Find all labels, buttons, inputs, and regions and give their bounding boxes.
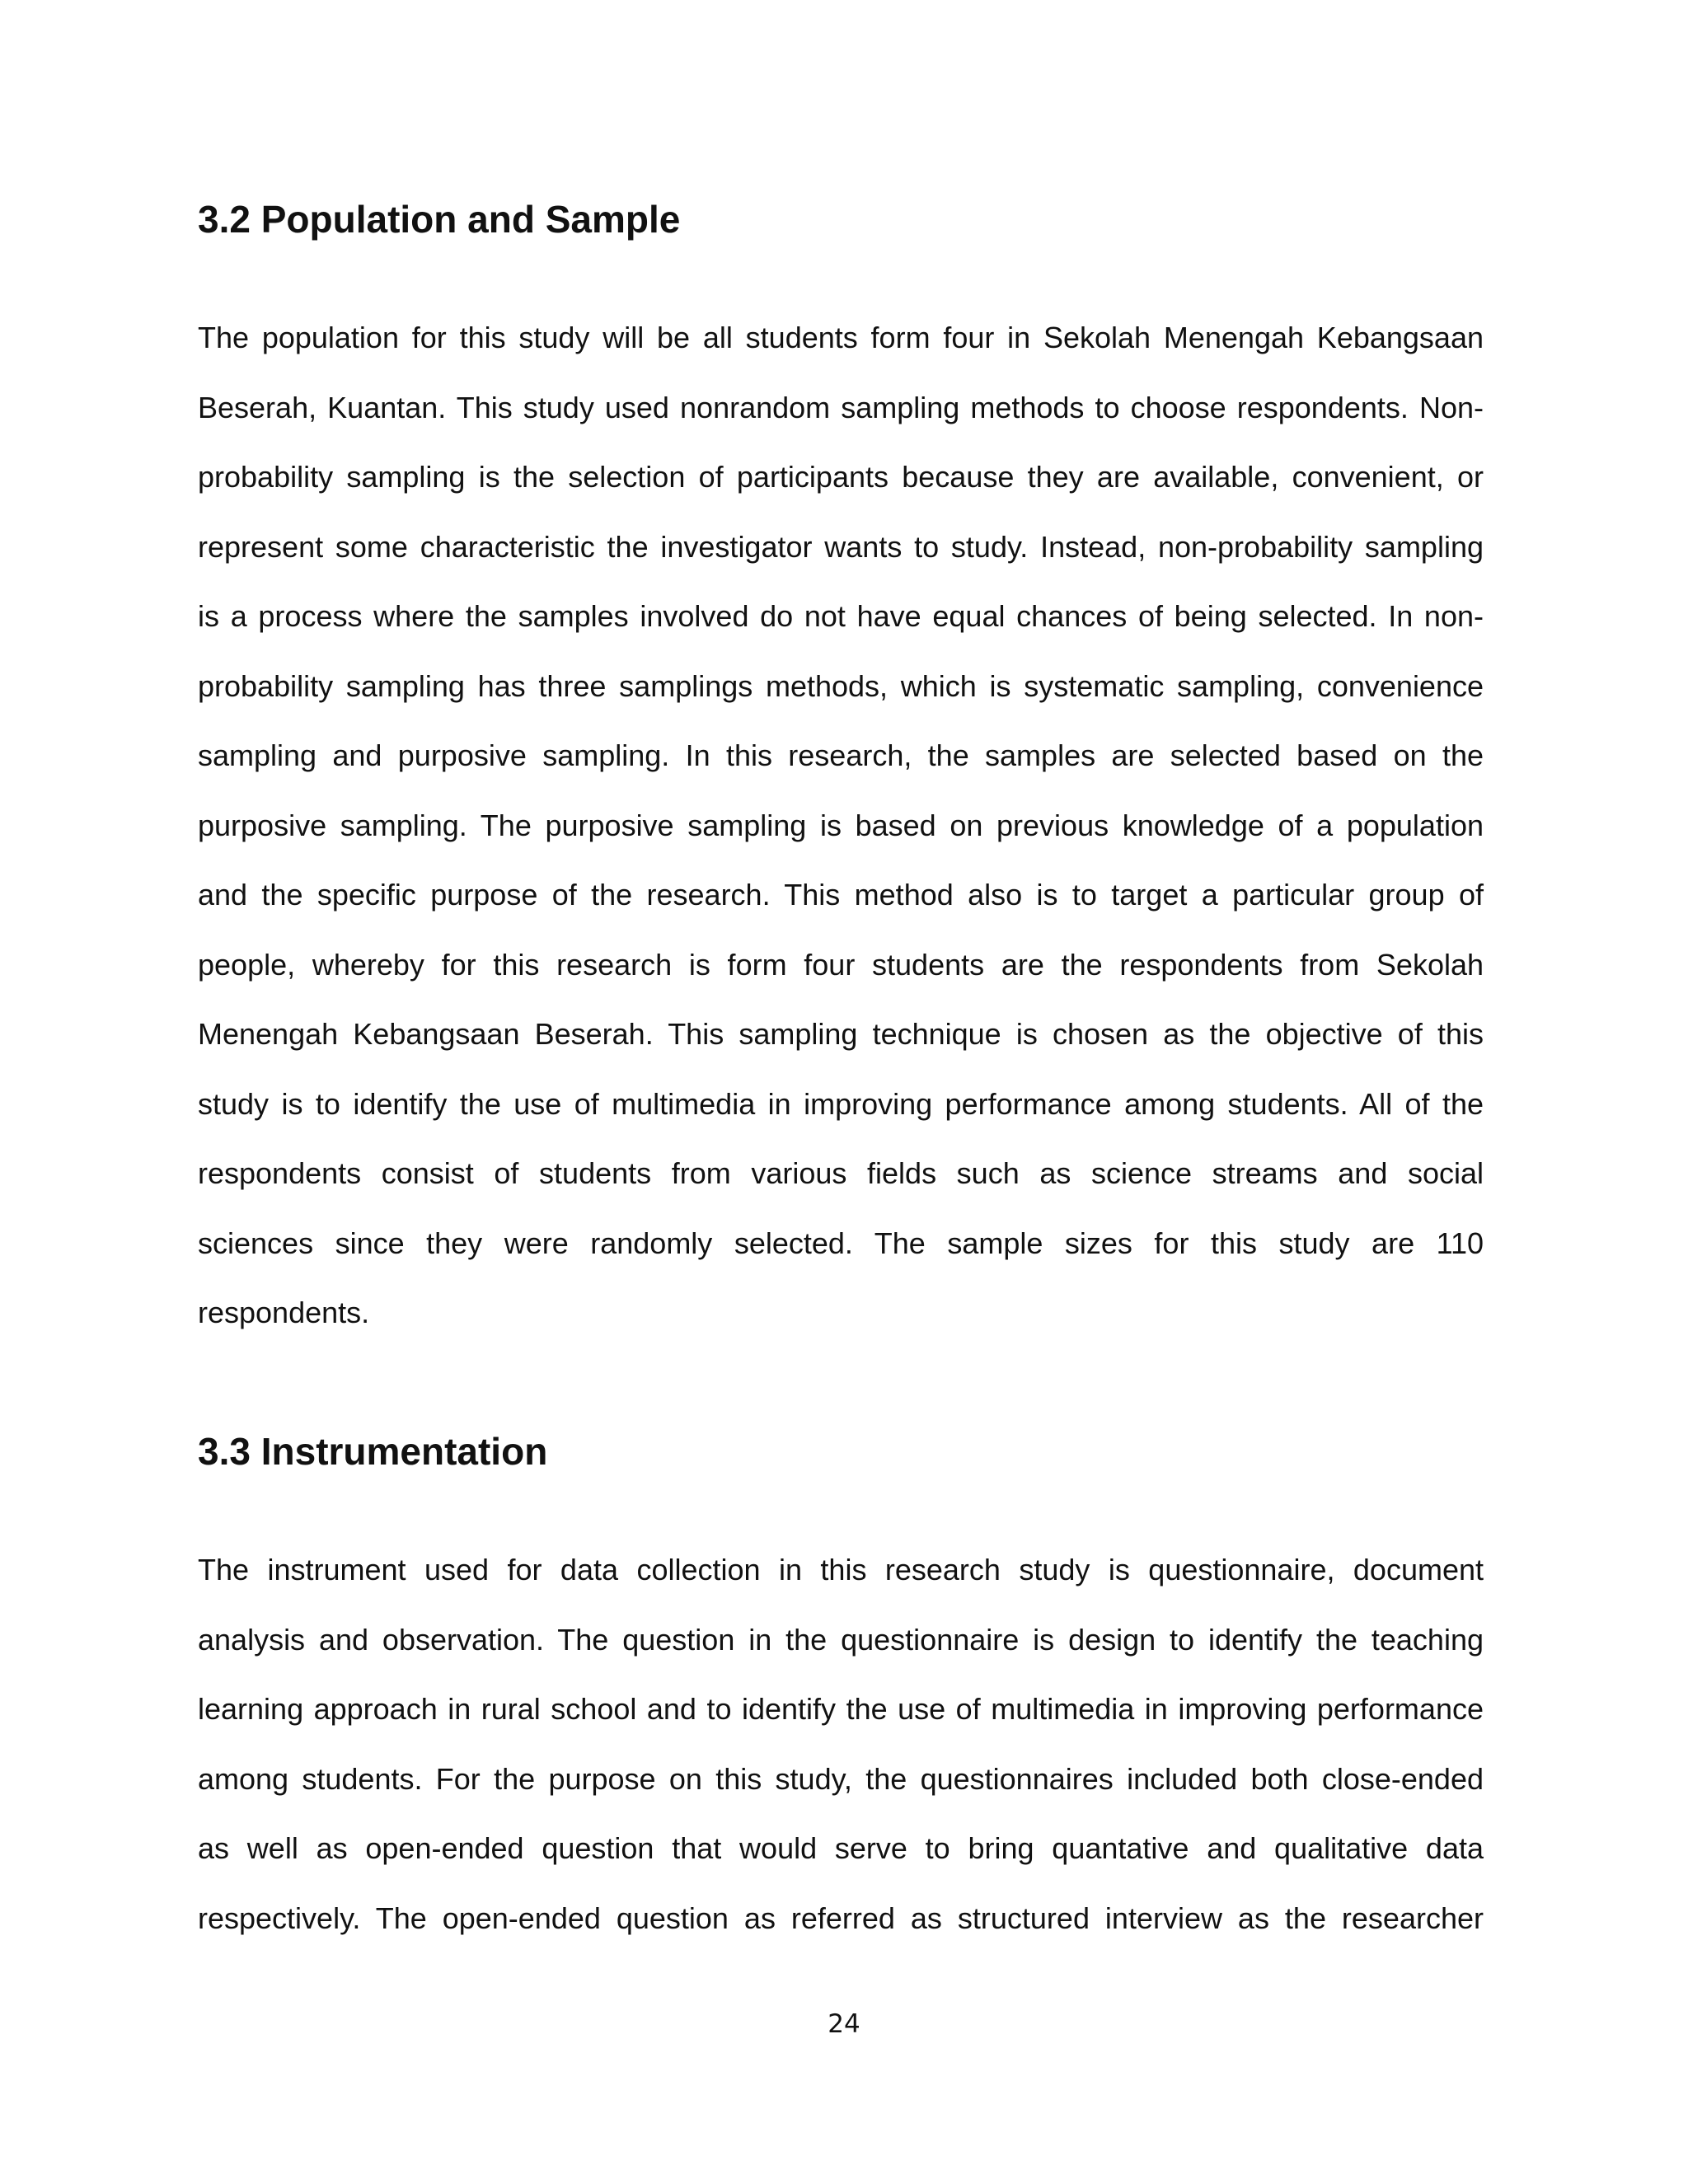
text-line: among students. For the purpose on this study, the questionnaires included both close-ended (198, 1761, 1484, 1796)
text-line: The instrument used for data collection in this research study is questionnaire, document (198, 1553, 1484, 1586)
text-line: Beserah, Kuantan. This study used nonrandom sampling methods to choose respondents. Non- (198, 390, 1484, 424)
text-line: The population for this study will be all students form four in Sekolah Menengah Kebangsaan (198, 321, 1484, 354)
text-line: sampling and purposive sampling. In this research, the samples are selected based on the (198, 738, 1484, 772)
text-line: learning approach in rural school and to identify the use of multimedia in improving performance (198, 1692, 1484, 1726)
paragraph-population-and-sample (198, 313, 1484, 1358)
text-line: probability sampling has three samplings methods, which is systematic sampling, convenience (198, 668, 1484, 703)
text-line: respondents consist of students from various fields such as science streams and social (198, 1156, 1484, 1190)
text-line: respondents. (198, 1296, 370, 1329)
text-line: purposive sampling. The purposive sampling is based on previous knowledge of a population (198, 808, 1484, 842)
text-line: people, whereby for this research is form four students are the respondents from Sekolah (198, 947, 1484, 982)
text-line: represent some characteristic the investigator wants to study. Instead, non-probability sampling (198, 529, 1484, 564)
text-line: analysis and observation. The question in the questionnaire is design to identify the teaching (198, 1622, 1484, 1657)
page-number: 24 (828, 2009, 860, 2039)
paragraph-instrumentation (198, 1545, 1484, 1963)
text-line: as well as open-ended question that would serve to bring quantative and qualitative data (198, 1831, 1484, 1865)
text-line: probability sampling is the selection of participants because they are available, convenient, or (198, 460, 1484, 494)
text-line: study is to identify the use of multimedia in improving performance among students. All of the (198, 1086, 1484, 1121)
text-line: respectively. The open-ended question as referred as structured interview as the researcher (198, 1900, 1484, 1935)
text-line: sciences since they were randomly selected. The sample sizes for this study are 110 (198, 1226, 1484, 1260)
section-heading-population-and-sample: 3.2 Population and Sample (198, 198, 681, 241)
text-line: and the specific purpose of the research. This method also is to target a particular group of (198, 878, 1484, 912)
text-line: Menengah Kebangsaan Beserah. This sampling technique is chosen as the objective of this (198, 1017, 1484, 1051)
text-line: is a process where the samples involved do not have equal chances of being selected. In non- (198, 599, 1484, 633)
section-heading-instrumentation: 3.3 Instrumentation (198, 1430, 548, 1473)
